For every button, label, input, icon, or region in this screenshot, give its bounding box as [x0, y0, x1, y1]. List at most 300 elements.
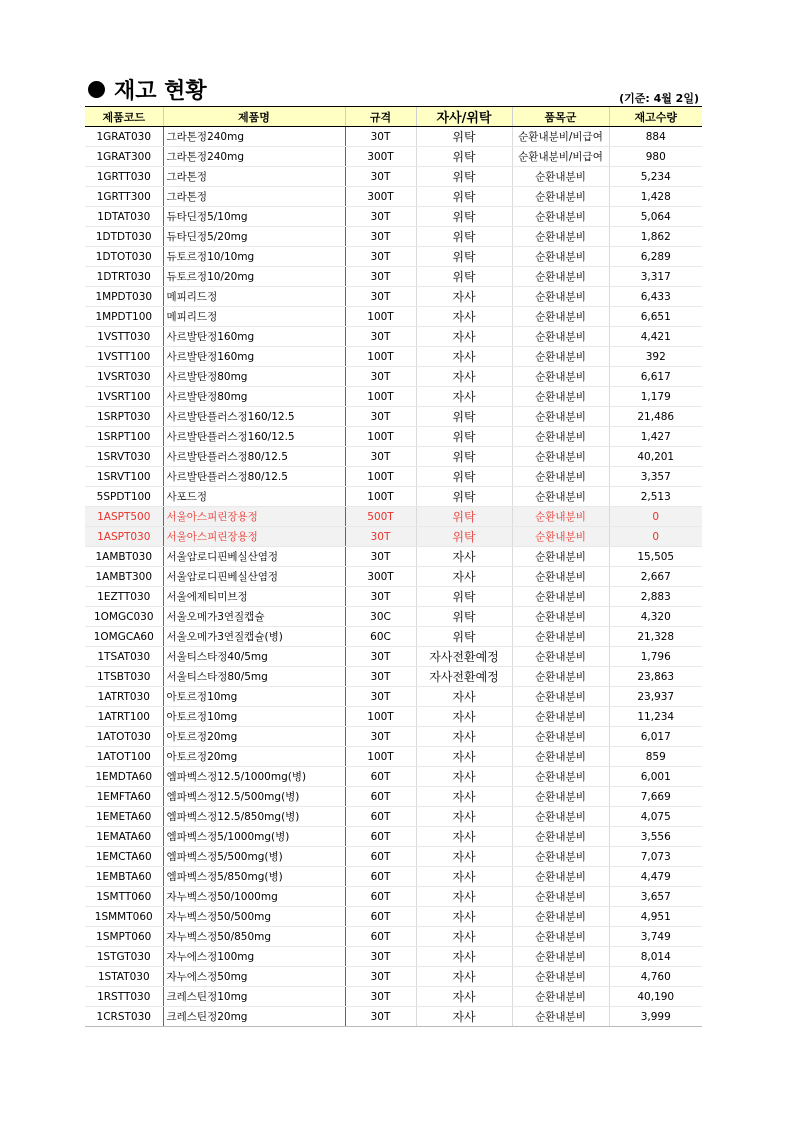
cell-spec: 60T — [345, 827, 416, 847]
table-row — [85, 567, 702, 587]
cell-group: 순환내분비 — [512, 287, 609, 307]
cell-spec: 100T — [345, 307, 416, 327]
cell-qty: 3,317 — [609, 267, 702, 287]
inventory-table — [85, 106, 702, 1027]
table-row — [85, 167, 702, 187]
table-row — [85, 147, 702, 167]
basis-date: (기준: 4월 2일) — [619, 92, 699, 105]
cell-qty: 4,951 — [609, 907, 702, 927]
cell-spec: 60C — [345, 627, 416, 647]
table-row — [85, 707, 702, 727]
cell-name: 아토르정10mg — [163, 687, 345, 707]
cell-group: 순환내분비 — [512, 307, 609, 327]
cell-group: 순환내분비 — [512, 587, 609, 607]
table-row — [85, 547, 702, 567]
table-row — [85, 807, 702, 827]
table-row — [85, 667, 702, 687]
table-row — [85, 267, 702, 287]
cell-spec: 100T — [345, 707, 416, 727]
cell-group: 순환내분비 — [512, 787, 609, 807]
cell-name: 그라톤정240mg — [163, 147, 345, 167]
cell-spec: 30T — [345, 647, 416, 667]
cell-name: 서울아스피린장용정 — [163, 527, 345, 547]
column-header-group: 품목군 — [512, 107, 609, 127]
cell-group: 순환내분비 — [512, 1007, 609, 1027]
cell-type: 자사 — [416, 687, 512, 707]
cell-spec: 60T — [345, 887, 416, 907]
cell-type: 자사 — [416, 327, 512, 347]
cell-name: 크레스틴정20mg — [163, 1007, 345, 1027]
cell-qty: 4,479 — [609, 867, 702, 887]
cell-group: 순환내분비 — [512, 887, 609, 907]
cell-type: 위탁 — [416, 627, 512, 647]
cell-name: 엠파벡스정5/850mg(병) — [163, 867, 345, 887]
column-header-type: 자사/위탁 — [416, 107, 512, 127]
cell-type: 자사 — [416, 707, 512, 727]
table-row — [85, 847, 702, 867]
cell-code: 1SMTT060 — [85, 887, 163, 907]
cell-type: 자사 — [416, 987, 512, 1007]
table-row — [85, 227, 702, 247]
cell-qty: 1,427 — [609, 427, 702, 447]
table-row — [85, 307, 702, 327]
cell-code: 1VSRT100 — [85, 387, 163, 407]
cell-code: 1EMETA60 — [85, 807, 163, 827]
cell-qty: 4,421 — [609, 327, 702, 347]
cell-name: 듀타딘정5/10mg — [163, 207, 345, 227]
cell-name: 서울티스타정40/5mg — [163, 647, 345, 667]
cell-type: 자사 — [416, 287, 512, 307]
cell-group: 순환내분비 — [512, 687, 609, 707]
cell-spec: 60T — [345, 767, 416, 787]
cell-code: 1AMBT300 — [85, 567, 163, 587]
cell-code: 1SRVT030 — [85, 447, 163, 467]
cell-group: 순환내분비 — [512, 447, 609, 467]
cell-group: 순환내분비/비급여 — [512, 147, 609, 167]
table-row — [85, 287, 702, 307]
table-row — [85, 927, 702, 947]
cell-type: 자사 — [416, 787, 512, 807]
cell-type: 자사 — [416, 927, 512, 947]
cell-qty: 40,190 — [609, 987, 702, 1007]
cell-code: 1EMDTA60 — [85, 767, 163, 787]
cell-name: 서울암로디핀베실산염정 — [163, 567, 345, 587]
cell-code: 1OMGC030 — [85, 607, 163, 627]
bullet-icon — [88, 81, 105, 98]
cell-name: 그라톤정 — [163, 167, 345, 187]
cell-spec: 60T — [345, 927, 416, 947]
table-row — [85, 327, 702, 347]
cell-spec: 500T — [345, 507, 416, 527]
cell-qty: 11,234 — [609, 707, 702, 727]
cell-name: 자누에스정100mg — [163, 947, 345, 967]
table-row — [85, 1007, 702, 1027]
cell-type: 위탁 — [416, 487, 512, 507]
cell-type: 위탁 — [416, 427, 512, 447]
cell-code: 1STAT030 — [85, 967, 163, 987]
cell-qty: 6,289 — [609, 247, 702, 267]
cell-name: 엠파벡스정5/1000mg(병) — [163, 827, 345, 847]
cell-group: 순환내분비 — [512, 327, 609, 347]
cell-group: 순환내분비 — [512, 907, 609, 927]
cell-code: 1SRPT100 — [85, 427, 163, 447]
cell-name: 자누에스정50mg — [163, 967, 345, 987]
cell-type: 자사 — [416, 387, 512, 407]
cell-name: 사르발탄플러스정160/12.5 — [163, 407, 345, 427]
cell-code: 1GRTT030 — [85, 167, 163, 187]
cell-code: 1RSTT030 — [85, 987, 163, 1007]
cell-spec: 30T — [345, 967, 416, 987]
cell-spec: 300T — [345, 187, 416, 207]
cell-type: 자사 — [416, 887, 512, 907]
cell-name: 그라톤정 — [163, 187, 345, 207]
cell-group: 순환내분비 — [512, 947, 609, 967]
cell-type: 자사전환예정 — [416, 647, 512, 667]
cell-name: 듀토르정10/20mg — [163, 267, 345, 287]
cell-name: 메피리드정 — [163, 287, 345, 307]
cell-name: 사르발탄정80mg — [163, 367, 345, 387]
cell-code: 1DTOT030 — [85, 247, 163, 267]
cell-qty: 980 — [609, 147, 702, 167]
cell-qty: 0 — [609, 527, 702, 547]
cell-code: 5SPDT100 — [85, 487, 163, 507]
cell-spec: 30T — [345, 687, 416, 707]
table-header-row — [85, 107, 702, 127]
table-row — [85, 607, 702, 627]
cell-spec: 30T — [345, 587, 416, 607]
cell-qty: 23,863 — [609, 667, 702, 687]
cell-spec: 60T — [345, 787, 416, 807]
cell-spec: 300T — [345, 147, 416, 167]
cell-code: 1ATRT100 — [85, 707, 163, 727]
cell-name: 사르발탄정160mg — [163, 347, 345, 367]
cell-group: 순환내분비 — [512, 647, 609, 667]
cell-type: 위탁 — [416, 267, 512, 287]
cell-group: 순환내분비 — [512, 627, 609, 647]
table-row — [85, 447, 702, 467]
cell-qty: 1,796 — [609, 647, 702, 667]
cell-name: 크레스틴정10mg — [163, 987, 345, 1007]
cell-type: 자사 — [416, 847, 512, 867]
cell-qty: 2,667 — [609, 567, 702, 587]
cell-spec: 60T — [345, 847, 416, 867]
table-row — [85, 887, 702, 907]
cell-qty: 859 — [609, 747, 702, 767]
cell-qty: 7,073 — [609, 847, 702, 867]
cell-qty: 6,433 — [609, 287, 702, 307]
cell-spec: 30T — [345, 547, 416, 567]
cell-group: 순환내분비 — [512, 407, 609, 427]
cell-name: 자누벡스정50/850mg — [163, 927, 345, 947]
table-row — [85, 827, 702, 847]
cell-group: 순환내분비 — [512, 167, 609, 187]
cell-group: 순환내분비 — [512, 527, 609, 547]
cell-type: 자사 — [416, 827, 512, 847]
cell-group: 순환내분비 — [512, 827, 609, 847]
cell-code: 1EMBTA60 — [85, 867, 163, 887]
cell-qty: 2,513 — [609, 487, 702, 507]
cell-qty: 1,179 — [609, 387, 702, 407]
cell-name: 사포드정 — [163, 487, 345, 507]
table-row — [85, 467, 702, 487]
cell-qty: 6,017 — [609, 727, 702, 747]
cell-name: 서울암로디핀베실산염정 — [163, 547, 345, 567]
cell-type: 자사 — [416, 967, 512, 987]
cell-spec: 60T — [345, 907, 416, 927]
table-row — [85, 407, 702, 427]
table-row — [85, 687, 702, 707]
cell-name: 메피리드정 — [163, 307, 345, 327]
cell-type: 자사 — [416, 567, 512, 587]
cell-group: 순환내분비 — [512, 727, 609, 747]
cell-spec: 30T — [345, 667, 416, 687]
cell-group: 순환내분비 — [512, 747, 609, 767]
cell-spec: 30T — [345, 267, 416, 287]
cell-group: 순환내분비 — [512, 227, 609, 247]
cell-type: 위탁 — [416, 407, 512, 427]
cell-qty: 4,760 — [609, 967, 702, 987]
cell-type: 자사 — [416, 807, 512, 827]
cell-group: 순환내분비 — [512, 507, 609, 527]
cell-spec: 30T — [345, 527, 416, 547]
cell-name: 사르발탄플러스정80/12.5 — [163, 447, 345, 467]
cell-type: 자사 — [416, 767, 512, 787]
cell-qty: 21,486 — [609, 407, 702, 427]
cell-group: 순환내분비 — [512, 567, 609, 587]
cell-code: 1TSAT030 — [85, 647, 163, 667]
cell-qty: 2,883 — [609, 587, 702, 607]
cell-type: 위탁 — [416, 147, 512, 167]
cell-qty: 4,075 — [609, 807, 702, 827]
cell-name: 서울에제티미브정 — [163, 587, 345, 607]
cell-qty: 1,428 — [609, 187, 702, 207]
cell-group: 순환내분비 — [512, 247, 609, 267]
cell-type: 자사 — [416, 907, 512, 927]
cell-group: 순환내분비 — [512, 767, 609, 787]
cell-name: 자누벡스정50/500mg — [163, 907, 345, 927]
cell-name: 듀토르정10/10mg — [163, 247, 345, 267]
cell-type: 위탁 — [416, 207, 512, 227]
cell-spec: 30T — [345, 727, 416, 747]
cell-type: 자사 — [416, 727, 512, 747]
cell-group: 순환내분비 — [512, 847, 609, 867]
cell-code: 1EMFTA60 — [85, 787, 163, 807]
table-row — [85, 127, 702, 147]
cell-qty: 5,064 — [609, 207, 702, 227]
cell-qty: 23,937 — [609, 687, 702, 707]
cell-code: 1ASPT500 — [85, 507, 163, 527]
page-title — [88, 74, 207, 105]
cell-spec: 30T — [345, 407, 416, 427]
cell-spec: 30T — [345, 987, 416, 1007]
cell-type: 자사 — [416, 1007, 512, 1027]
cell-code: 1EZTT030 — [85, 587, 163, 607]
cell-spec: 30T — [345, 247, 416, 267]
cell-qty: 0 — [609, 507, 702, 527]
cell-code: 1SMMT060 — [85, 907, 163, 927]
cell-code: 1CRST030 — [85, 1007, 163, 1027]
column-header-code: 제품코드 — [85, 107, 163, 127]
cell-qty: 6,617 — [609, 367, 702, 387]
cell-type: 자사 — [416, 747, 512, 767]
cell-type: 위탁 — [416, 127, 512, 147]
cell-code: 1MPDT030 — [85, 287, 163, 307]
cell-type: 위탁 — [416, 467, 512, 487]
cell-spec: 30T — [345, 447, 416, 467]
cell-name: 서울티스타정80/5mg — [163, 667, 345, 687]
page-title-text: 재고 현황 — [114, 79, 207, 104]
cell-name: 엠파벡스정12.5/850mg(병) — [163, 807, 345, 827]
cell-spec: 300T — [345, 567, 416, 587]
cell-qty: 1,862 — [609, 227, 702, 247]
cell-type: 위탁 — [416, 227, 512, 247]
cell-group: 순환내분비 — [512, 607, 609, 627]
cell-spec: 30C — [345, 607, 416, 627]
cell-type: 자사 — [416, 947, 512, 967]
table-row — [85, 907, 702, 927]
cell-spec: 30T — [345, 167, 416, 187]
cell-code: 1ASPT030 — [85, 527, 163, 547]
table-row — [85, 727, 702, 747]
table-row — [85, 627, 702, 647]
table-row — [85, 187, 702, 207]
cell-spec: 30T — [345, 127, 416, 147]
cell-group: 순환내분비 — [512, 207, 609, 227]
cell-name: 자누벡스정50/1000mg — [163, 887, 345, 907]
cell-code: 1OMGCA60 — [85, 627, 163, 647]
cell-spec: 100T — [345, 387, 416, 407]
cell-name: 사르발탄정160mg — [163, 327, 345, 347]
cell-qty: 6,651 — [609, 307, 702, 327]
table-row — [85, 647, 702, 667]
cell-group: 순환내분비 — [512, 427, 609, 447]
cell-name: 아토르정20mg — [163, 747, 345, 767]
cell-spec: 100T — [345, 427, 416, 447]
cell-type: 위탁 — [416, 587, 512, 607]
cell-spec: 100T — [345, 467, 416, 487]
table-row — [85, 527, 702, 547]
cell-qty: 392 — [609, 347, 702, 367]
cell-spec: 100T — [345, 347, 416, 367]
cell-type: 자사 — [416, 347, 512, 367]
cell-group: 순환내분비 — [512, 367, 609, 387]
column-header-qty: 재고수량 — [609, 107, 702, 127]
cell-spec: 30T — [345, 1007, 416, 1027]
cell-name: 서울아스피린장용정 — [163, 507, 345, 527]
cell-name: 그라톤정240mg — [163, 127, 345, 147]
cell-type: 자사 — [416, 867, 512, 887]
cell-name: 아토르정10mg — [163, 707, 345, 727]
cell-code: 1DTAT030 — [85, 207, 163, 227]
cell-spec: 30T — [345, 207, 416, 227]
cell-type: 위탁 — [416, 507, 512, 527]
cell-spec: 100T — [345, 487, 416, 507]
cell-qty: 3,556 — [609, 827, 702, 847]
cell-qty: 8,014 — [609, 947, 702, 967]
cell-name: 서울오메가3연질캡슐(병) — [163, 627, 345, 647]
cell-code: 1STGT030 — [85, 947, 163, 967]
cell-name: 엠파벡스정5/500mg(병) — [163, 847, 345, 867]
cell-qty: 15,505 — [609, 547, 702, 567]
cell-code: 1ATOT030 — [85, 727, 163, 747]
cell-qty: 5,234 — [609, 167, 702, 187]
cell-name: 듀타딘정5/20mg — [163, 227, 345, 247]
cell-group: 순환내분비 — [512, 667, 609, 687]
cell-code: 1DTRT030 — [85, 267, 163, 287]
cell-qty: 3,749 — [609, 927, 702, 947]
cell-code: 1EMCTA60 — [85, 847, 163, 867]
cell-name: 엠파벡스정12.5/500mg(병) — [163, 787, 345, 807]
cell-type: 위탁 — [416, 167, 512, 187]
cell-code: 1ATOT100 — [85, 747, 163, 767]
cell-code: 1ATRT030 — [85, 687, 163, 707]
cell-type: 위탁 — [416, 247, 512, 267]
cell-type: 위탁 — [416, 187, 512, 207]
cell-code: 1VSTT030 — [85, 327, 163, 347]
cell-name: 사르발탄정80mg — [163, 387, 345, 407]
cell-spec: 30T — [345, 327, 416, 347]
cell-group: 순환내분비 — [512, 867, 609, 887]
table-row — [85, 347, 702, 367]
cell-spec: 60T — [345, 867, 416, 887]
cell-group: 순환내분비 — [512, 547, 609, 567]
cell-group: 순환내분비 — [512, 987, 609, 1007]
cell-type: 자사전환예정 — [416, 667, 512, 687]
cell-code: 1VSTT100 — [85, 347, 163, 367]
cell-group: 순환내분비 — [512, 707, 609, 727]
table-row — [85, 947, 702, 967]
cell-qty: 7,669 — [609, 787, 702, 807]
cell-qty: 6,001 — [609, 767, 702, 787]
cell-code: 1TSBT030 — [85, 667, 163, 687]
cell-group: 순환내분비 — [512, 467, 609, 487]
table-row — [85, 747, 702, 767]
table-row — [85, 387, 702, 407]
table-row — [85, 787, 702, 807]
cell-name: 사르발탄플러스정80/12.5 — [163, 467, 345, 487]
table-row — [85, 367, 702, 387]
table-row — [85, 987, 702, 1007]
table-row — [85, 207, 702, 227]
cell-spec: 30T — [345, 367, 416, 387]
cell-group: 순환내분비 — [512, 187, 609, 207]
column-header-name: 제품명 — [163, 107, 345, 127]
cell-code: 1GRAT030 — [85, 127, 163, 147]
cell-spec: 100T — [345, 747, 416, 767]
cell-code: 1EMATA60 — [85, 827, 163, 847]
cell-group: 순환내분비 — [512, 967, 609, 987]
cell-code: 1GRAT300 — [85, 147, 163, 167]
cell-group: 순환내분비 — [512, 807, 609, 827]
cell-spec: 30T — [345, 227, 416, 247]
cell-qty: 40,201 — [609, 447, 702, 467]
cell-qty: 4,320 — [609, 607, 702, 627]
cell-group: 순환내분비 — [512, 387, 609, 407]
cell-group: 순환내분비 — [512, 487, 609, 507]
table-row — [85, 487, 702, 507]
cell-code: 1VSRT030 — [85, 367, 163, 387]
cell-group: 순환내분비 — [512, 267, 609, 287]
table-row — [85, 427, 702, 447]
column-header-spec: 규격 — [345, 107, 416, 127]
table-row — [85, 507, 702, 527]
cell-name: 엠파벡스정12.5/1000mg(병) — [163, 767, 345, 787]
table-row — [85, 587, 702, 607]
cell-spec: 30T — [345, 947, 416, 967]
cell-type: 자사 — [416, 547, 512, 567]
cell-type: 자사 — [416, 367, 512, 387]
cell-code: 1SMPT060 — [85, 927, 163, 947]
